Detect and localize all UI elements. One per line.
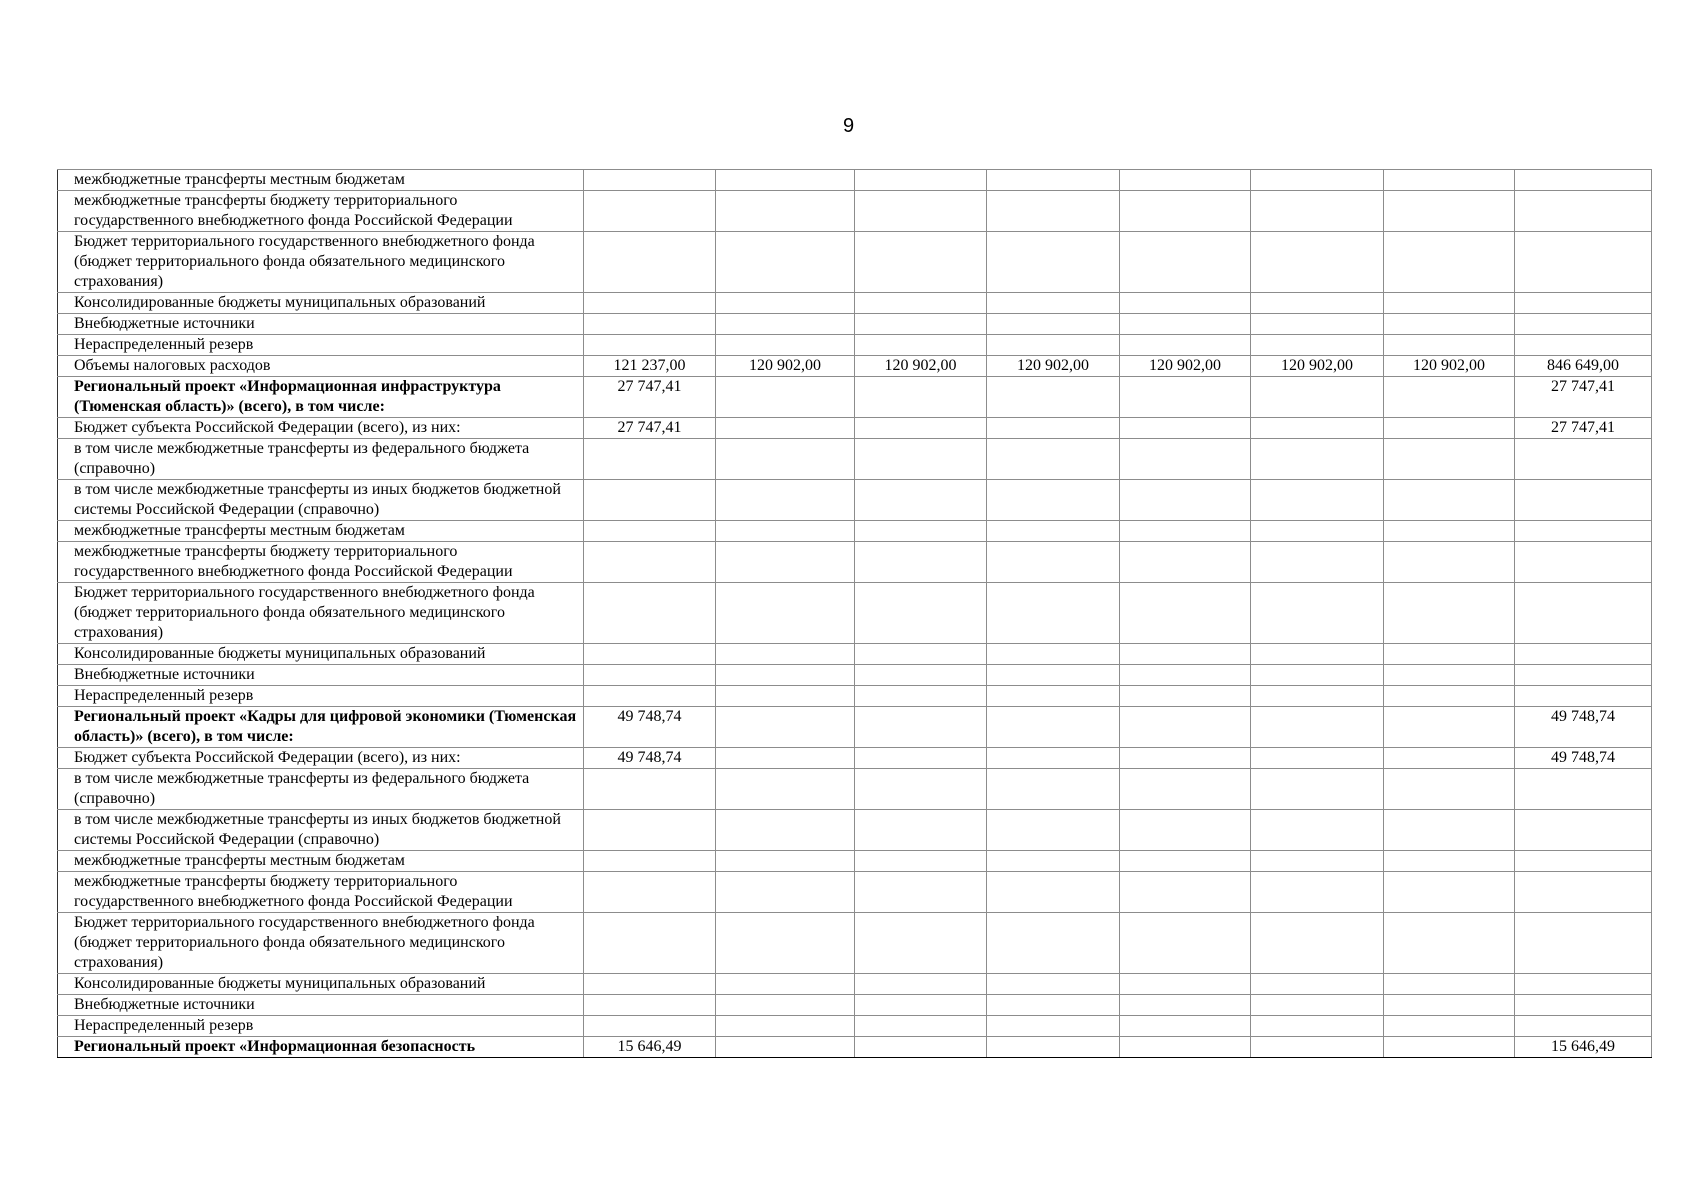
- value-cell: [1384, 1016, 1515, 1037]
- value-cell: [716, 748, 855, 769]
- value-cell: [1251, 769, 1384, 810]
- value-cell: [1251, 293, 1384, 314]
- value-cell: [1251, 686, 1384, 707]
- value-cell: [716, 335, 855, 356]
- value-cell: [1384, 913, 1515, 974]
- page-number: 9: [842, 115, 855, 137]
- value-cell: [716, 1016, 855, 1037]
- value-cell: [1120, 851, 1251, 872]
- table-row: [58, 995, 1652, 1016]
- value-cell: [1251, 748, 1384, 769]
- row-label: Бюджет территориального государственного внебюджетного фонда (бюджет территориального фонда обязательного медицинского страхования): [58, 583, 584, 644]
- row-label: межбюджетные трансферты бюджету территориального государственного внебюджетного фонда Российской Федерации: [58, 542, 584, 583]
- value-cell: [987, 872, 1120, 913]
- table-row: [58, 335, 1652, 356]
- row-label: Внебюджетные источники: [58, 314, 584, 335]
- value-cell: [855, 665, 987, 686]
- value-cell: [1120, 293, 1251, 314]
- table-row: [58, 191, 1652, 232]
- row-label: в том числе межбюджетные трансферты из иных бюджетов бюджетной системы Российской Федерации (справочно): [58, 480, 584, 521]
- table-row: [58, 748, 1652, 769]
- value-cell: [1120, 377, 1251, 418]
- value-cell: [1384, 521, 1515, 542]
- value-cell: [1251, 851, 1384, 872]
- value-cell: [1384, 748, 1515, 769]
- value-cell: [1251, 644, 1384, 665]
- value-cell: [1120, 872, 1251, 913]
- value-cell: [1251, 314, 1384, 335]
- table-row: [58, 314, 1652, 335]
- value-cell: [855, 686, 987, 707]
- table-row: [58, 769, 1652, 810]
- value-cell: [716, 769, 855, 810]
- value-cell: [1515, 769, 1652, 810]
- value-cell: [1120, 665, 1251, 686]
- value-cell: [1120, 748, 1251, 769]
- value-cell: [987, 335, 1120, 356]
- table-row: [58, 913, 1652, 974]
- value-cell: [1120, 1037, 1251, 1058]
- value-cell: [1251, 542, 1384, 583]
- table-row: [58, 583, 1652, 644]
- row-label: в том числе межбюджетные трансферты из иных бюджетов бюджетной системы Российской Федерации (справочно): [58, 810, 584, 851]
- row-label: Внебюджетные источники: [58, 665, 584, 686]
- row-label: Нераспределенный резерв: [58, 335, 584, 356]
- value-cell: [1384, 995, 1515, 1016]
- value-cell: [1384, 707, 1515, 748]
- row-label: Региональный проект «Информационная инфраструктура (Тюменская область)» (всего), в том числе:: [58, 377, 584, 418]
- value-cell: [716, 851, 855, 872]
- value-cell: [1384, 769, 1515, 810]
- row-label: Бюджет территориального государственного внебюджетного фонда (бюджет территориального фонда обязательного медицинского страхования): [58, 913, 584, 974]
- value-cell: [1515, 439, 1652, 480]
- row-label: межбюджетные трансферты местным бюджетам: [58, 170, 584, 191]
- value-cell: 121 237,00: [584, 356, 716, 377]
- value-cell: [1120, 769, 1251, 810]
- value-cell: [1384, 232, 1515, 293]
- value-cell: [987, 1037, 1120, 1058]
- value-cell: 120 902,00: [716, 356, 855, 377]
- value-cell: 49 748,74: [584, 748, 716, 769]
- value-cell: [1120, 974, 1251, 995]
- value-cell: [1251, 913, 1384, 974]
- value-cell: [1251, 872, 1384, 913]
- row-label: межбюджетные трансферты бюджету территориального государственного внебюджетного фонда Российской Федерации: [58, 191, 584, 232]
- value-cell: [987, 583, 1120, 644]
- value-cell: [855, 583, 987, 644]
- value-cell: [716, 521, 855, 542]
- value-cell: [716, 170, 855, 191]
- value-cell: [855, 872, 987, 913]
- value-cell: [987, 748, 1120, 769]
- value-cell: [987, 191, 1120, 232]
- table-row: [58, 665, 1652, 686]
- table-row: [58, 232, 1652, 293]
- value-cell: [1251, 665, 1384, 686]
- value-cell: [1515, 851, 1652, 872]
- value-cell: [987, 913, 1120, 974]
- value-cell: [716, 583, 855, 644]
- value-cell: [584, 913, 716, 974]
- row-label: Консолидированные бюджеты муниципальных образований: [58, 644, 584, 665]
- row-label: Консолидированные бюджеты муниципальных образований: [58, 974, 584, 995]
- value-cell: [1251, 583, 1384, 644]
- value-cell: 120 902,00: [1384, 356, 1515, 377]
- value-cell: [1251, 995, 1384, 1016]
- value-cell: [584, 480, 716, 521]
- value-cell: [1384, 480, 1515, 521]
- value-cell: [855, 1016, 987, 1037]
- value-cell: [1120, 314, 1251, 335]
- value-cell: [1251, 191, 1384, 232]
- value-cell: [1515, 583, 1652, 644]
- table-row: [58, 356, 1652, 377]
- table-row: [58, 170, 1652, 191]
- value-cell: [987, 644, 1120, 665]
- value-cell: [1515, 810, 1652, 851]
- value-cell: [584, 686, 716, 707]
- value-cell: [716, 232, 855, 293]
- value-cell: [855, 232, 987, 293]
- value-cell: [584, 974, 716, 995]
- value-cell: [584, 293, 716, 314]
- value-cell: [987, 170, 1120, 191]
- row-label: Внебюджетные источники: [58, 995, 584, 1016]
- value-cell: [1384, 974, 1515, 995]
- value-cell: [855, 913, 987, 974]
- value-cell: [584, 769, 716, 810]
- row-label: Бюджет территориального государственного внебюджетного фонда (бюджет территориального фонда обязательного медицинского страхования): [58, 232, 584, 293]
- value-cell: [584, 851, 716, 872]
- value-cell: [584, 314, 716, 335]
- value-cell: [855, 170, 987, 191]
- value-cell: [855, 995, 987, 1016]
- value-cell: [1384, 170, 1515, 191]
- value-cell: [855, 377, 987, 418]
- value-cell: [987, 707, 1120, 748]
- value-cell: [1384, 439, 1515, 480]
- value-cell: [987, 851, 1120, 872]
- value-cell: [716, 293, 855, 314]
- value-cell: [1384, 293, 1515, 314]
- value-cell: [716, 665, 855, 686]
- value-cell: [1515, 913, 1652, 974]
- value-cell: [716, 686, 855, 707]
- value-cell: [1120, 439, 1251, 480]
- value-cell: [1515, 293, 1652, 314]
- value-cell: [1120, 418, 1251, 439]
- value-cell: [716, 707, 855, 748]
- row-label: в том числе межбюджетные трансферты из федерального бюджета (справочно): [58, 769, 584, 810]
- row-label: Консолидированные бюджеты муниципальных образований: [58, 293, 584, 314]
- value-cell: [1120, 686, 1251, 707]
- value-cell: [1251, 810, 1384, 851]
- row-label: Региональный проект «Кадры для цифровой экономики (Тюменская область)» (всего), в том числе:: [58, 707, 584, 748]
- value-cell: [987, 1016, 1120, 1037]
- value-cell: [1384, 418, 1515, 439]
- value-cell: [1120, 644, 1251, 665]
- value-cell: [1120, 335, 1251, 356]
- value-cell: [1251, 170, 1384, 191]
- value-cell: [716, 995, 855, 1016]
- value-cell: [987, 377, 1120, 418]
- table-section-row: [58, 1037, 1652, 1058]
- value-cell: [584, 170, 716, 191]
- value-cell: [855, 707, 987, 748]
- value-cell: [855, 644, 987, 665]
- value-cell: [1515, 872, 1652, 913]
- table-row: [58, 542, 1652, 583]
- value-cell: [1384, 665, 1515, 686]
- value-cell: [1515, 1016, 1652, 1037]
- value-cell: [584, 521, 716, 542]
- value-cell: 27 747,41: [584, 377, 716, 418]
- row-label: межбюджетные трансферты местным бюджетам: [58, 521, 584, 542]
- value-cell: [855, 521, 987, 542]
- value-cell: [855, 542, 987, 583]
- table-row: [58, 293, 1652, 314]
- value-cell: [1515, 314, 1652, 335]
- value-cell: [1515, 170, 1652, 191]
- value-cell: [1251, 335, 1384, 356]
- table-section-row: [58, 707, 1652, 748]
- value-cell: [987, 810, 1120, 851]
- value-cell: [584, 1016, 716, 1037]
- value-cell: 27 747,41: [1515, 418, 1652, 439]
- value-cell: [987, 439, 1120, 480]
- value-cell: [1515, 480, 1652, 521]
- value-cell: [987, 293, 1120, 314]
- value-cell: [1120, 995, 1251, 1016]
- value-cell: [987, 418, 1120, 439]
- value-cell: [1515, 665, 1652, 686]
- value-cell: [987, 314, 1120, 335]
- value-cell: [1120, 480, 1251, 521]
- value-cell: [716, 480, 855, 521]
- value-cell: [1251, 232, 1384, 293]
- table-row: [58, 974, 1652, 995]
- value-cell: [1251, 1016, 1384, 1037]
- value-cell: 120 902,00: [1120, 356, 1251, 377]
- table-row: [58, 686, 1652, 707]
- value-cell: 49 748,74: [1515, 748, 1652, 769]
- row-label: Нераспределенный резерв: [58, 686, 584, 707]
- value-cell: [584, 872, 716, 913]
- row-label: в том числе межбюджетные трансферты из федерального бюджета (справочно): [58, 439, 584, 480]
- value-cell: [1251, 521, 1384, 542]
- value-cell: [1515, 974, 1652, 995]
- row-label: межбюджетные трансферты местным бюджетам: [58, 851, 584, 872]
- value-cell: [1251, 707, 1384, 748]
- value-cell: [1515, 521, 1652, 542]
- value-cell: [584, 232, 716, 293]
- value-cell: [716, 872, 855, 913]
- value-cell: [716, 644, 855, 665]
- value-cell: [584, 810, 716, 851]
- value-cell: [716, 974, 855, 995]
- value-cell: [1384, 686, 1515, 707]
- value-cell: [716, 913, 855, 974]
- value-cell: [855, 480, 987, 521]
- row-label: межбюджетные трансферты бюджету территориального государственного внебюджетного фонда Российской Федерации: [58, 872, 584, 913]
- value-cell: [1515, 644, 1652, 665]
- value-cell: [855, 293, 987, 314]
- value-cell: [855, 418, 987, 439]
- value-cell: [1384, 314, 1515, 335]
- value-cell: [716, 191, 855, 232]
- value-cell: 49 748,74: [1515, 707, 1652, 748]
- value-cell: [987, 974, 1120, 995]
- value-cell: [716, 439, 855, 480]
- value-cell: [855, 191, 987, 232]
- value-cell: [855, 748, 987, 769]
- value-cell: [987, 480, 1120, 521]
- value-cell: [1384, 810, 1515, 851]
- value-cell: [1120, 1016, 1251, 1037]
- row-label: Объемы налоговых расходов: [58, 356, 584, 377]
- value-cell: [1384, 644, 1515, 665]
- value-cell: [1384, 872, 1515, 913]
- value-cell: [1515, 686, 1652, 707]
- value-cell: [716, 1037, 855, 1058]
- row-label: Бюджет субъекта Российской Федерации (всего), из них:: [58, 748, 584, 769]
- value-cell: [1384, 851, 1515, 872]
- table-row: [58, 872, 1652, 913]
- value-cell: [716, 418, 855, 439]
- value-cell: [855, 1037, 987, 1058]
- table-row: [58, 644, 1652, 665]
- value-cell: [1515, 191, 1652, 232]
- table-section-row: [58, 377, 1652, 418]
- value-cell: [584, 542, 716, 583]
- value-cell: [716, 810, 855, 851]
- table-row: [58, 418, 1652, 439]
- value-cell: [1120, 583, 1251, 644]
- value-cell: [1384, 583, 1515, 644]
- value-cell: [584, 644, 716, 665]
- value-cell: [1251, 377, 1384, 418]
- value-cell: [1384, 335, 1515, 356]
- value-cell: [987, 995, 1120, 1016]
- table-row: [58, 851, 1652, 872]
- value-cell: [1120, 521, 1251, 542]
- row-label: Нераспределенный резерв: [58, 1016, 584, 1037]
- value-cell: [987, 769, 1120, 810]
- value-cell: 120 902,00: [987, 356, 1120, 377]
- value-cell: [584, 439, 716, 480]
- value-cell: [855, 439, 987, 480]
- value-cell: 15 646,49: [584, 1037, 716, 1058]
- value-cell: [1515, 232, 1652, 293]
- value-cell: [1384, 377, 1515, 418]
- table-row: [58, 480, 1652, 521]
- row-label: Бюджет субъекта Российской Федерации (всего), из них:: [58, 418, 584, 439]
- value-cell: [1120, 542, 1251, 583]
- value-cell: [1120, 707, 1251, 748]
- value-cell: [584, 583, 716, 644]
- value-cell: [1384, 191, 1515, 232]
- value-cell: [987, 232, 1120, 293]
- value-cell: [716, 542, 855, 583]
- value-cell: 120 902,00: [855, 356, 987, 377]
- value-cell: [1120, 191, 1251, 232]
- value-cell: [716, 314, 855, 335]
- row-label: Региональный проект «Информационная безопасность: [58, 1037, 584, 1058]
- value-cell: [1384, 1037, 1515, 1058]
- value-cell: 846 649,00: [1515, 356, 1652, 377]
- value-cell: 27 747,41: [1515, 377, 1652, 418]
- value-cell: [855, 810, 987, 851]
- value-cell: [584, 665, 716, 686]
- value-cell: [1251, 480, 1384, 521]
- value-cell: [987, 542, 1120, 583]
- value-cell: [855, 851, 987, 872]
- value-cell: [987, 686, 1120, 707]
- value-cell: [855, 769, 987, 810]
- value-cell: [855, 314, 987, 335]
- value-cell: [1120, 913, 1251, 974]
- value-cell: 27 747,41: [584, 418, 716, 439]
- value-cell: [1120, 232, 1251, 293]
- table-row: [58, 521, 1652, 542]
- value-cell: [584, 335, 716, 356]
- budget-table: [57, 169, 1652, 1058]
- value-cell: [1515, 335, 1652, 356]
- value-cell: [584, 191, 716, 232]
- value-cell: [584, 995, 716, 1016]
- value-cell: [855, 974, 987, 995]
- value-cell: 49 748,74: [584, 707, 716, 748]
- value-cell: 15 646,49: [1515, 1037, 1652, 1058]
- value-cell: [1251, 439, 1384, 480]
- value-cell: [1251, 1037, 1384, 1058]
- value-cell: 120 902,00: [1251, 356, 1384, 377]
- value-cell: [1384, 542, 1515, 583]
- value-cell: [1251, 418, 1384, 439]
- value-cell: [987, 521, 1120, 542]
- budget-table-body: [58, 170, 1652, 1058]
- value-cell: [1120, 170, 1251, 191]
- table-row: [58, 1016, 1652, 1037]
- value-cell: [855, 335, 987, 356]
- value-cell: [716, 377, 855, 418]
- table-row: [58, 439, 1652, 480]
- value-cell: [1251, 974, 1384, 995]
- table-row: [58, 810, 1652, 851]
- value-cell: [1120, 810, 1251, 851]
- value-cell: [1515, 542, 1652, 583]
- value-cell: [987, 665, 1120, 686]
- value-cell: [1515, 995, 1652, 1016]
